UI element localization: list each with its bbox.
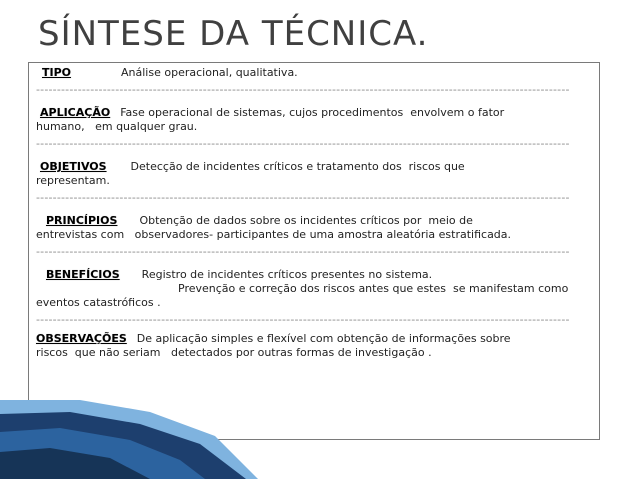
wave-shape bbox=[0, 448, 150, 479]
divider: -------------------------------------------------------------------------------------------------------------------------------- bbox=[36, 86, 570, 96]
section-tipo bbox=[36, 66, 592, 80]
divider: -------------------------------------------------------------------------------------------------------------------------------- bbox=[36, 194, 570, 204]
section-text: Detecção de incidentes críticos e tratamento dos riscos que bbox=[130, 160, 465, 173]
section-text: Análise operacional, qualitativa. bbox=[121, 66, 298, 79]
section-text: Registro de incidentes críticos presentes no sistema. bbox=[141, 268, 433, 281]
section-principios bbox=[36, 214, 592, 242]
divider: -------------------------------------------------------------------------------------------------------------------------------- bbox=[36, 316, 570, 326]
section-text: riscos que não seriam detectados por outras formas de investigação . bbox=[36, 346, 432, 359]
section-text: humano, em qualquer grau. bbox=[36, 120, 198, 133]
section-label: APLICAÇÃO bbox=[40, 106, 111, 119]
section-label: OBJETIVOS bbox=[40, 160, 107, 173]
section-text: representam. bbox=[36, 174, 110, 187]
page-title: SÍNTESE DA TÉCNICA. bbox=[38, 14, 429, 54]
section-observacoes bbox=[36, 332, 592, 360]
section-label: PRINCÍPIOS bbox=[46, 214, 118, 227]
section-aplicacao bbox=[36, 106, 592, 134]
section-text: De aplicação simples e flexível com obtenção de informações sobre bbox=[136, 332, 511, 345]
section-text: Obtenção de dados sobre os incidentes críticos por meio de bbox=[139, 214, 473, 227]
technique-summary bbox=[36, 66, 592, 360]
divider: -------------------------------------------------------------------------------------------------------------------------------- bbox=[36, 248, 570, 258]
section-objetivos bbox=[36, 160, 592, 188]
section-label: BENEFÍCIOS bbox=[46, 268, 120, 281]
divider: -------------------------------------------------------------------------------------------------------------------------------- bbox=[36, 140, 570, 150]
section-text: Prevenção e correção dos riscos antes que estes se manifestam como bbox=[178, 282, 569, 295]
section-label: TIPO bbox=[42, 66, 72, 79]
section-label: OBSERVAÇÕES bbox=[36, 332, 127, 345]
section-text: eventos catastróficos . bbox=[36, 296, 161, 309]
section-text: Fase operacional de sistemas, cujos procedimentos envolvem o fator bbox=[120, 106, 505, 119]
section-text: entrevistas com observadores- participantes de uma amostra aleatória estratificada. bbox=[36, 228, 512, 241]
section-beneficios bbox=[36, 268, 592, 310]
